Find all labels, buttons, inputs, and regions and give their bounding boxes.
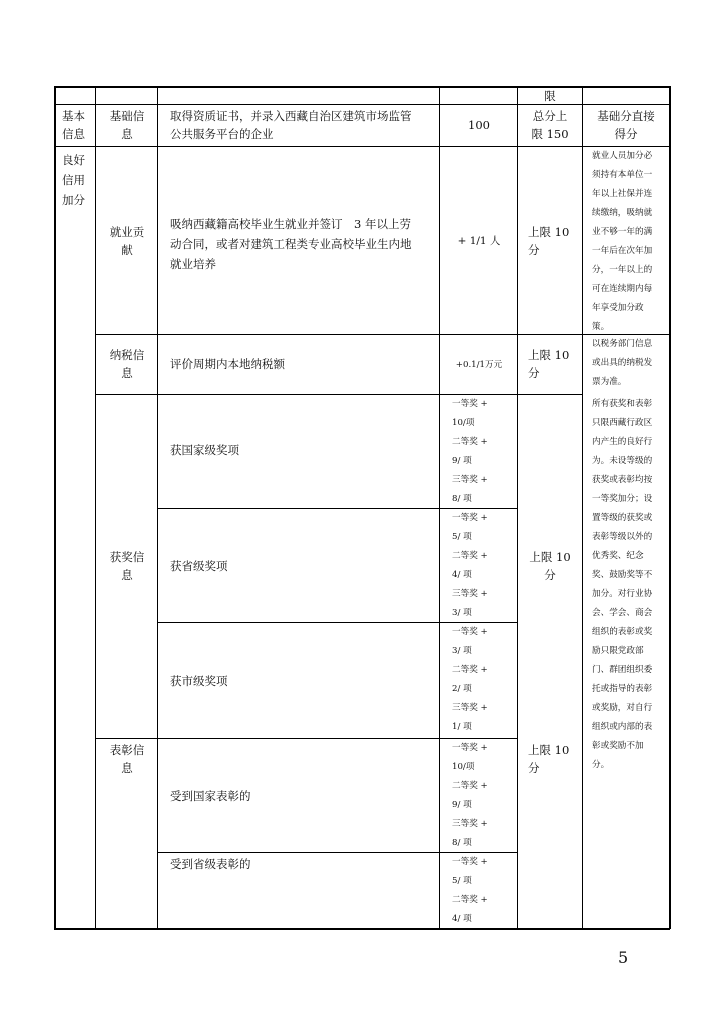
employment-score: + 1/1 人	[457, 235, 501, 247]
awards-note: 所有获奖和表彰 只限西藏行政区 内产生的良好行 为。未设等级的 获奖或表彰均按 一等奖加分；设 置等级的获奖或 表彰等级以外的 优秀奖、纪念 奖、鼓励奖等不 加分。对行业协 会、学会、商会 组织的表彰或奖 励只限党政部 门、群团组织委 托或指导的表彰 或奖励，对自行 组织或内部的表 彰或奖励不加 分。	[592, 399, 653, 770]
commend-provincial-score: 一等奖 + 5/ 项 二等奖 + 4/ 项	[452, 857, 488, 924]
item-commendation: 表彰信 息	[109, 743, 145, 775]
employment-limit: 上限 10 分	[528, 225, 570, 257]
page-number: 5	[618, 948, 629, 967]
item-awards: 获奖信 息	[109, 550, 145, 582]
item-tax: 纳税信 息	[109, 348, 145, 380]
award-provincial-content: 获省级奖项	[170, 559, 228, 573]
award-city-content: 获市级奖项	[170, 674, 228, 688]
award-national-content: 获国家级奖项	[170, 443, 239, 457]
limit-header-tail: 限	[544, 89, 556, 103]
item-employment: 就业贡 献	[109, 225, 145, 257]
basic-limit: 总分上 限 150	[531, 109, 569, 141]
basic-score: 100	[468, 118, 490, 132]
tax-note: 以税务部门信息 或出具的纳税发 票为准。	[592, 339, 653, 387]
category-good-credit: 良好 信用 加分	[62, 153, 85, 207]
commendation-limit: 上限 10 分	[528, 743, 570, 775]
item-basic-info: 基础信 息	[109, 109, 145, 141]
commend-provincial-content: 受到省级表彰的	[170, 857, 251, 871]
employment-note: 就业人员加分必 须持有本单位一 年以上社保并连 续缴纳，吸纳就 业不够一年的满 一年后在次年加 分，一年以上的 可在连续期内每 年享受加分政 策。	[592, 151, 653, 332]
awards-limit: 上限 10 分	[529, 550, 571, 582]
basic-content: 取得资质证书，并录入西藏自治区建筑市场监管 公共服务平台的企业	[170, 109, 412, 141]
award-provincial-score: 一等奖 + 5/ 项 二等奖 + 4/ 项 三等奖 + 3/ 项	[452, 513, 488, 618]
commend-national-content: 受到国家表彰的	[170, 789, 251, 803]
basic-note: 基础分直接 得分	[597, 109, 655, 141]
employment-content: 吸纳西藏籍高校毕业生就业并签订 3 年以上劳 动合同，或者对建筑工程类专业高校毕业生内地 就业培养	[170, 217, 412, 271]
tax-score: +0.1/1万元	[455, 360, 503, 370]
category-basic: 基本 信息	[62, 109, 85, 141]
tax-limit: 上限 10 分	[528, 348, 570, 380]
tax-content: 评价周期内本地纳税额	[170, 357, 285, 371]
award-city-score: 一等奖 + 3/ 项 二等奖 + 2/ 项 三等奖 + 1/ 项	[452, 627, 488, 732]
commend-national-score: 一等奖 + 10/项 二等奖 + 9/ 项 三等奖 + 8/ 项	[452, 743, 488, 848]
award-national-score: 一等奖 + 10/项 二等奖 + 9/ 项 三等奖 + 8/ 项	[452, 399, 488, 504]
